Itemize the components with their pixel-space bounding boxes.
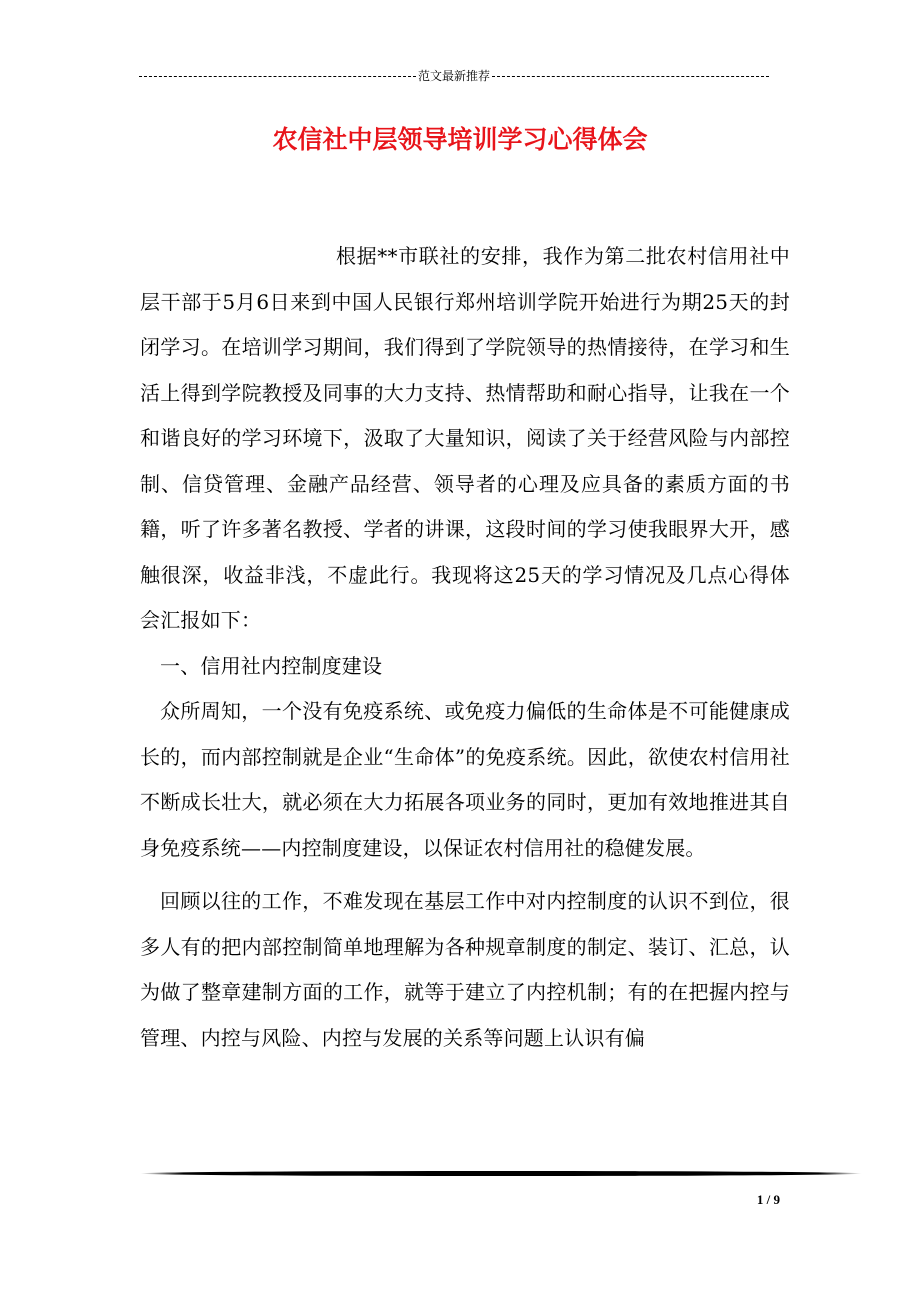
page-number: 1 / 9 (756, 1192, 780, 1207)
document-body (140, 234, 790, 1061)
header-label: 范文最新推荐 (418, 69, 491, 83)
page-header (139, 68, 769, 84)
paragraph: 回顾以往的工作，不难发现在基层工作中对内控制度的认识不到位，很多人有的把内部控制简单地理解为各种规章制度的制定、装订、汇总，认为做了整章建制方面的工作，就等于建立了内控机制；有的在把握内控与管理、内控与风险、内控与发展的关系等问题上认识有偏 (140, 889, 790, 1050)
paragraph-intro: 根据**市联社的安排，我作为第二批农村信用社中层干部于5月6日来到中国人民银行郑州培训学院开始进行为期25天的封闭学习。在培训学习期间，我们得到了学院领导的热情接待，在学习和生活上得到学院教授及同事的大力支持、热情帮助和耐心指导，让我在一个和谐良好的学习环境下，汲取了大量知识，阅读了关于经营风险与内部控制、信贷管理、金融产品经营、领导者的心理及应具备的素质方面的书籍，听了许多著名教授、学者的讲课，这段时间的学习使我眼界大开，感触很深，收益非浅，不虚此行。我现将这25天的学习情况及几点心得体会汇报如下： (140, 244, 790, 632)
header-dash-left (139, 76, 416, 77)
document-title: 农信社中层领导培训学习心得体会 (272, 125, 648, 154)
paragraph: 众所周知，一个没有免疫系统、或免疫力偏低的生命体是不可能健康成长的，而内部控制就是企业“生命体”的免疫系统。因此，欲使农村信用社不断成长壮大，就必须在大力拓展各项业务的同时，更加有效地推进其自身免疫系统——内控制度建设，以保证农村信用社的稳健发展。 (140, 699, 790, 860)
footer-divider (140, 1171, 862, 1176)
section-heading: 一、信用社内控制度建设 (160, 653, 383, 678)
header-dash-right (492, 76, 769, 77)
